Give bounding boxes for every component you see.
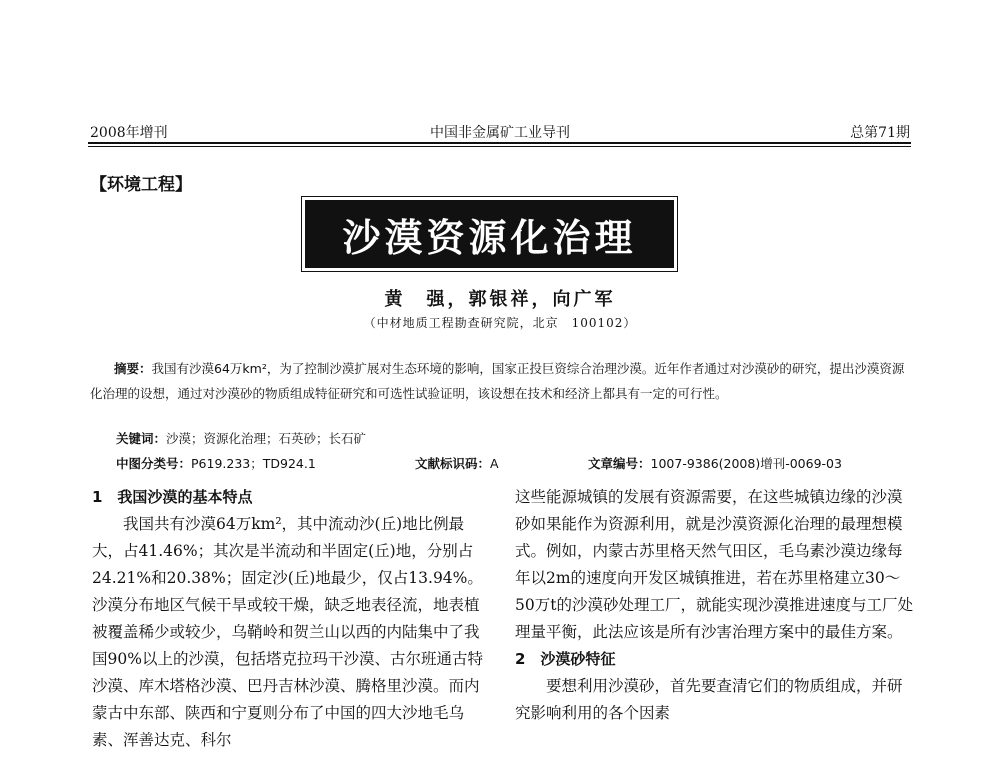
paragraph: 我国共有沙漠64万km²，其中流动沙(丘)地比例最大，占41.46%；其次是半流动和半固定(丘)地，分别占24.21%和20.38%；固定沙(丘)地最少，仅占13.94%。沙漠分布地区气候干旱或较干燥，缺乏地表径流，地表植被覆盖稀少或较少，乌鞘岭和贺兰山以西的内陆集中了我国90%以上的沙漠，包括塔克拉玛干沙漠、古尔班通古特沙漠、库木塔格沙漠、巴丹吉林沙漠、腾格里沙漠。而内蒙古中东部、陕西和宁夏则分布了中国的四大沙地毛乌素、浑善达克、科尔 <box>92 515 483 749</box>
header-rule-thin <box>88 146 911 147</box>
doc-code <box>415 451 499 476</box>
title-box <box>305 200 674 268</box>
clc-number <box>116 451 316 476</box>
header-issue: 2008年增刊 <box>90 125 168 141</box>
left-column <box>92 484 490 754</box>
authors: 黄 强，郭银祥，向广军 <box>384 289 616 310</box>
doc-label: 文献标识码： <box>415 456 491 471</box>
section-heading-1: 1 我国沙漠的基本特点 <box>92 488 253 506</box>
art-label: 文章编号： <box>588 456 651 471</box>
section-heading-2: 2 沙漠砂特征 <box>515 650 616 668</box>
article-title: 沙漠资源化治理 <box>342 215 637 260</box>
keywords <box>116 426 366 451</box>
clc-label: 中图分类号： <box>116 456 192 471</box>
header-volume: 总第71期 <box>850 125 910 141</box>
abstract-label: 摘要： <box>114 361 152 376</box>
article-number <box>588 451 842 476</box>
art-value: 1007-9386(2008)增刊-0069-03 <box>650 456 842 471</box>
affiliation: （中材地质工程勘查研究院，北京 100102） <box>363 316 637 330</box>
doc-value: A <box>490 456 499 471</box>
header-rule <box>88 142 911 144</box>
keywords-text: 沙漠；资源化治理；石英砂；长石矿 <box>166 431 367 446</box>
keywords-label: 关键词： <box>116 431 167 446</box>
right-column <box>515 484 913 727</box>
section-label: 【环境工程】 <box>90 175 192 195</box>
abstract-text: 我国有沙漠64万km²，为了控制沙漠扩展对生态环境的影响，国家正投巨资综合治理沙漠。近年作者通过对沙漠砂的研究，提出沙漠资源化治理的设想，通过对沙漠砂的物质组成特征研究和可选性试验证明，该设想在技术和经济上都具有一定的可行性。 <box>90 361 905 401</box>
clc-value: P619.233；TD924.1 <box>191 456 316 471</box>
header-journal: 中国非金属矿工业导刊 <box>430 125 570 141</box>
abstract <box>90 356 908 406</box>
paragraph: 要想利用沙漠砂，首先要查清它们的物质组成，并研究影响利用的各个因素 <box>515 677 903 722</box>
paragraph: 这些能源城镇的发展有资源需要，在这些城镇边缘的沙漠砂如果能作为资源利用，就是沙漠资源化治理的最理想模式。例如，内蒙古苏里格天然气田区，毛乌素沙漠边缘每年以2m的速度向开发区城镇推进，若在苏里格建立30～50万t的沙漠砂处理工厂，就能实现沙漠推进速度与工厂处理量平衡，此法应该是所有沙害治理方案中的最佳方案。 <box>515 488 913 641</box>
